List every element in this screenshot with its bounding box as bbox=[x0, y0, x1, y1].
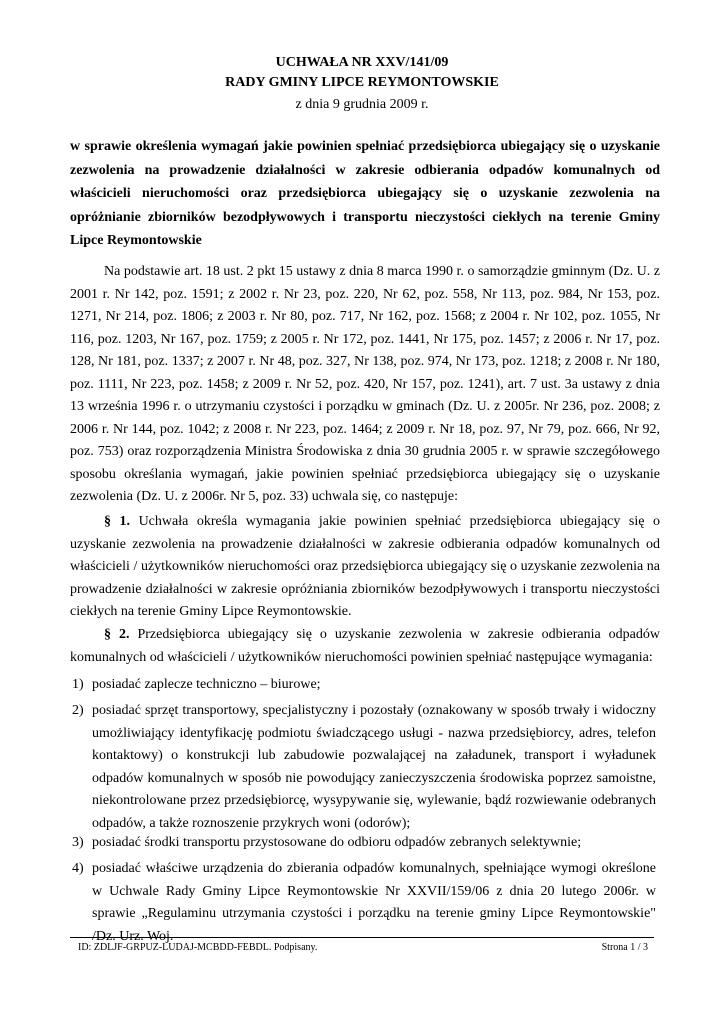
list-item-number: 3) bbox=[72, 835, 84, 850]
list-item-text: posiadać środki transportu przystosowane do odbioru odpadów zebranych selektywnie; bbox=[92, 835, 582, 850]
page-number: Strona 1 / 3 bbox=[601, 942, 648, 953]
list-item-text: posiadać zaplecze techniczno – biurowe; bbox=[92, 677, 321, 692]
section-1-label: § 1. bbox=[104, 514, 131, 529]
footer-divider bbox=[70, 937, 654, 938]
list-item-text: posiadać sprzęt transportowy, specjalistyczny i pozostały (oznakowany w sposób trwały i widoczny umożliwiający identyfikację podmiotu świadczącego usługi - nazwa przedsiębiorcy, adres, telefon kontaktowy) o konstrukcji lub zabudowie pozwalającej na załadunek, transport i wyładunek odpadów komunalnych w sposób nie powodujący zanieczyszczenia środowiska poprzez samoistne, niekontrolowane przez przedsiębiorcę, wysypywanie się, wylewanie, bądź rozwiewanie odebranych odpadów, a także roznoszenie przykrych woni (odorów); bbox=[92, 703, 656, 831]
list-item-number: 4) bbox=[72, 861, 84, 876]
section-1-paragraph bbox=[70, 511, 660, 624]
document-id: ID: ZDLJF-GRPUZ-LUDAJ-MCBDD-FEBDL. Podpisany. bbox=[78, 942, 318, 953]
section-2-label: § 2. bbox=[104, 627, 130, 642]
list-item-number: 1) bbox=[72, 677, 84, 692]
section-1-text: Uchwała określa wymagania jakie powinien spełniać przedsiębiorca ubiegający się o uzyskanie zezwolenia na prowadzenie działalności w zakresie odbierania odpadów komunalnych od właścicieli / użytkowników nieruchomości oraz przedsiębiorca ubiegający się o uzyskanie zezwolenia na prowadzenie działalności w zakresie opróżniania zbiorników bezodpływowych i transportu nieczystości ciekłych na terenie Gminy Lipce Reymontowskie. bbox=[70, 514, 661, 619]
section-2-paragraph bbox=[70, 624, 660, 669]
section-2-text: Przedsiębiorca ubiegający się o uzyskanie zezwolenia w zakresie odbierania odpadów komunalnych od właścicieli / użytkowników nieruchomości powinien spełniać następujące wymagania: bbox=[70, 627, 661, 665]
resolution-date: z dnia 9 grudnia 2009 r. bbox=[295, 97, 429, 112]
resolution-title: UCHWAŁA NR XXV/141/09 bbox=[275, 55, 449, 70]
list-item-text: posiadać właściwe urządzenia do zbierania odpadów komunalnych, spełniające wymogi określone w Uchwale Rady Gminy Lipce Reymontowskie Nr XXVII/159/06 z dnia 20 lutego 2006r. w sprawie „Regulaminu utrzymania czystości i porządku na terenie gminy Lipce Reymontowskie" /Dz. Urz. Woj. bbox=[92, 861, 656, 944]
resolution-subject: w sprawie określenia wymagań jakie powinien spełniać przedsiębiorca ubiegający się o uzyskanie zezwolenia na prowadzenie działalności w zakresie odbierania odpadów komunalnych od właścicieli nieruchomości oraz przedsiębiorca ubiegający się o uzyskanie zezwolenia na opróżnianie zbiorników bezodpływowych i transportu nieczystości ciekłych na terenie Gminy Lipce Reymontowskie bbox=[70, 139, 660, 249]
legal-basis-paragraph: Na podstawie art. 18 ust. 2 pkt 15 ustawy z dnia 8 marca 1990 r. o samorządzie gminnym (Dz. U. z 2001 r. Nr 142, poz. 1591; z 2002 r. Nr 23, poz. 220, Nr 62, poz. 558, Nr 113, poz. 984, Nr 153, poz. 1271, Nr 214, poz. 1806; z 2003 r. Nr 80, poz. 717, Nr 162, poz. 1568; z 2004 r. Nr 102, poz. 1055, Nr 116, poz. 1203, Nr 167, poz. 1759; z 2005 r. Nr 172, poz. 1441, Nr 175, poz. 1457; z 2006 r. Nr 17, poz. 128, Nr 181, poz. 1337; z 2007 r. Nr 48, poz. 327, Nr 138, poz. 974, Nr 173, poz. 1218; z 2008 r. Nr 180, poz. 1111, Nr 223, poz. 1458; z 2009 r. Nr 52, poz. 420, Nr 157, poz. 1241), art. 7 ust. 3a ustawy z dnia 13 września 1996 r. o utrzymaniu czystości i porządku w gminach (Dz. U. z 2005r. Nr 236, poz. 2008; z 2006 r. Nr 144, poz. 1042; z 2008 r. Nr 223, poz. 1464; z 2009 r. Nr 18, poz. 97, Nr 79, poz. 666, Nr 92, poz. 753) oraz rozporządzenia Ministra Środowiska z dnia 30 grudnia 2005 r. w sprawie szczegółowego sposobu określania wymagań, jakie powinien spełniać przedsiębiorca ubiegający się o uzyskanie zezwolenia (Dz. U. z 2006r. Nr 5, poz. 33) uchwala się, co następuje: bbox=[70, 264, 660, 504]
list-item-number: 2) bbox=[72, 703, 84, 718]
council-name: RADY GMINY LIPCE REYMONTOWSKIE bbox=[225, 75, 499, 90]
